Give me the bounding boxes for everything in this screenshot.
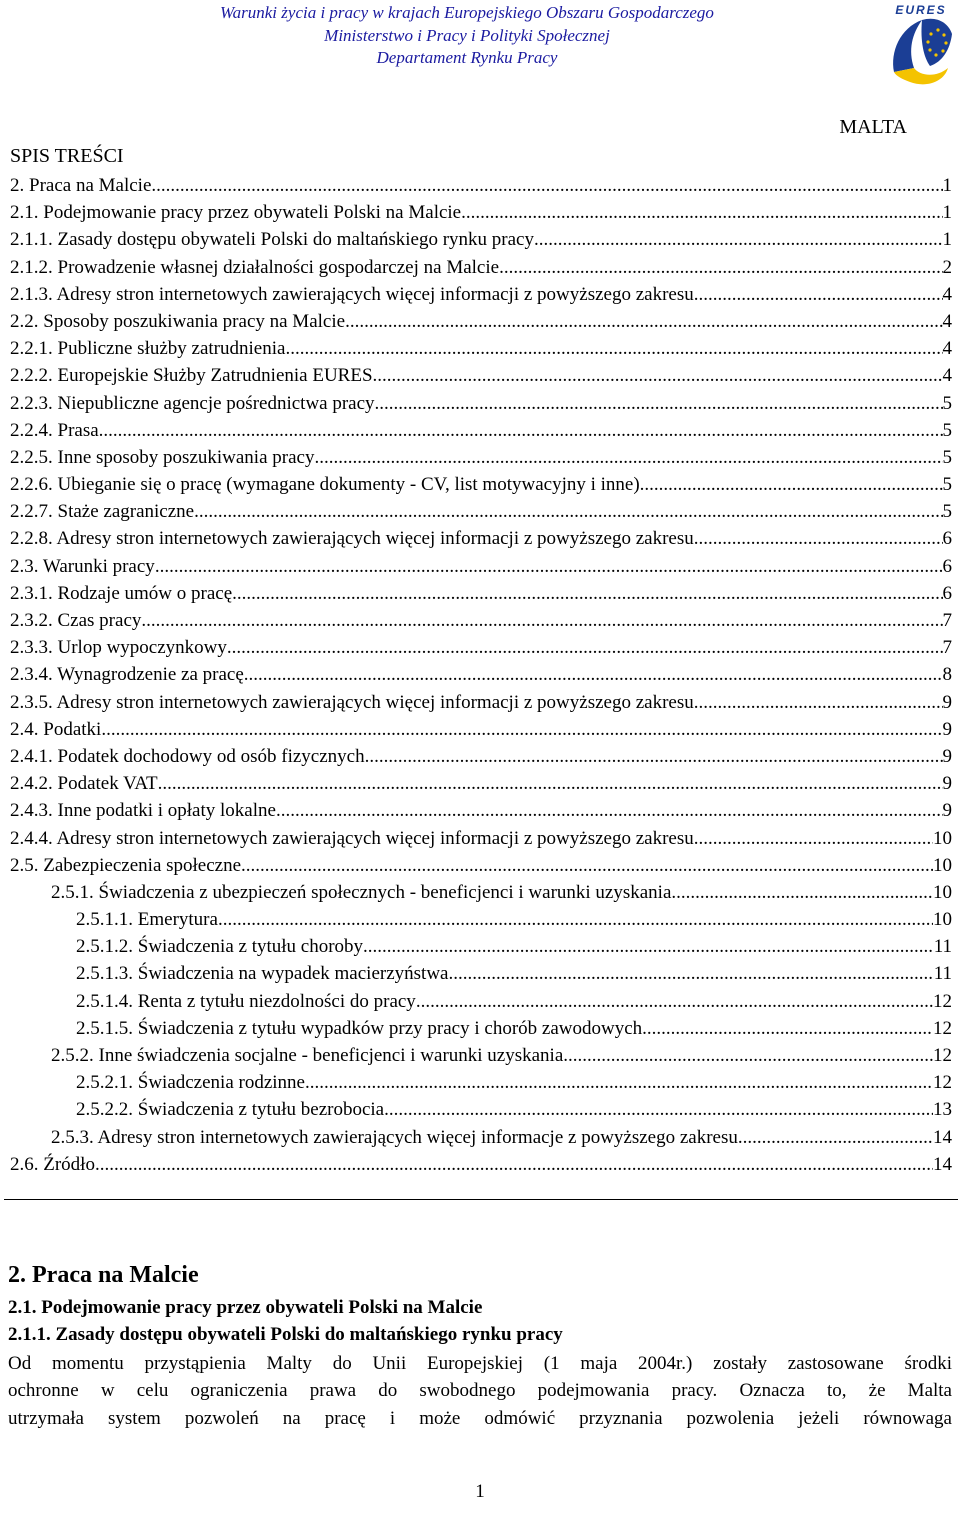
toc-entry[interactable]: [10, 825, 952, 852]
toc-entry-page: 9: [942, 718, 952, 740]
toc-entry-page: 4: [942, 365, 952, 387]
toc-entry-page: 10: [933, 909, 952, 931]
toc-leader-dots: [227, 634, 943, 661]
toc-entry-page: 8: [942, 664, 952, 686]
toc-entry-label: 2.3. Warunki pracy: [10, 555, 155, 577]
toc-leader-dots: [95, 1151, 933, 1178]
paragraph-line: utrzymała system pozwoleń na pracę i może odmówić przyznania pozwolenia jeżeli równowaga: [8, 1407, 952, 1429]
table-of-contents: [10, 172, 952, 1178]
toc-entry-label: 2.4. Podatki: [10, 718, 102, 740]
toc-entry-page: 4: [942, 283, 952, 305]
toc-entry-label: 2.2.5. Inne sposoby poszukiwania pracy: [10, 446, 315, 468]
toc-entry-page: 9: [942, 800, 952, 822]
toc-entry-page: 1: [942, 229, 952, 251]
toc-entry-label: 2.1.1. Zasady dostępu obywateli Polski do maltańskiego rynku pracy: [10, 229, 534, 251]
toc-entry-label: 2.3.2. Czas pracy: [10, 610, 142, 631]
toc-leader-dots: [101, 716, 942, 743]
toc-entry[interactable]: [10, 444, 952, 471]
toc-entry[interactable]: [10, 335, 952, 362]
toc-entry-page: 14: [933, 1126, 952, 1148]
toc-entry[interactable]: [10, 743, 952, 770]
toc-entry-page: 5: [942, 501, 952, 523]
toc-entry-label: 2.1.2. Prowadzenie własnej działalności gospodarczej na Malcie: [10, 256, 500, 278]
toc-entry[interactable]: [10, 417, 952, 444]
toc-entry[interactable]: [10, 553, 952, 580]
toc-entry-label: 2.2. Sposoby poszukiwania pracy na Malcie: [10, 310, 346, 332]
svg-text:EURES: EURES: [895, 3, 947, 17]
toc-entry-page: 10: [933, 827, 952, 849]
header-line-2: Ministerstwo i Pracy i Polityki Społecznej: [324, 25, 610, 45]
toc-leader-dots: [276, 797, 943, 824]
toc-entry-label: 2.4.4. Adresy stron internetowych zawierających więcej informacji z powyższego zakresu: [10, 827, 694, 849]
toc-entry-label: 2.5. Zabezpieczenia społeczne: [10, 854, 242, 876]
toc-leader-dots: [158, 770, 943, 797]
toc-entry-label: 2.2.1. Publiczne służby zatrudnienia: [10, 338, 286, 360]
toc-entry-label: 2.1. Podejmowanie pracy przez obywateli Polski na Malcie: [10, 202, 462, 224]
toc-entry[interactable]: [10, 634, 952, 661]
header-line-1: Warunki życia i pracy w krajach Europejskiego Obszaru Gospodarczego: [220, 3, 714, 22]
toc-entry-label: 2.2.3. Niepubliczne agencje pośrednictwa pracy: [10, 392, 375, 414]
toc-entry-label: 2.5.2. Inne świadczenia socjalne - beneficjenci i warunki uzyskania: [51, 1045, 564, 1066]
toc-entry[interactable]: [10, 879, 952, 906]
toc-leader-dots: [373, 362, 943, 389]
toc-entry-label: 2.3.5. Adresy stron internetowych zawierających więcej informacji z powyższego zakresu: [10, 691, 694, 713]
toc-entry-label: 2.5.2.1. Świadczenia rodzinne: [76, 1072, 305, 1094]
heading-level-3: 2.1.1. Zasady dostępu obywateli Polski do maltańskiego rynku pracy: [8, 1324, 563, 1345]
toc-leader-dots: [534, 226, 943, 253]
toc-title: SPIS TREŚCI: [10, 145, 124, 167]
toc-entry-label: 2.2.4. Prasa: [10, 419, 99, 441]
toc-leader-dots: [232, 580, 942, 607]
toc-entry-label: 2.5.1.5. Świadczenia z tytułu wypadków przy pracy i chorób zawodowych: [76, 1017, 643, 1039]
toc-entry-page: 5: [942, 392, 952, 414]
toc-entry[interactable]: [10, 607, 952, 634]
toc-entry-label: 2.5.1.1. Emerytura: [76, 909, 218, 931]
toc-entry[interactable]: [10, 1096, 952, 1123]
toc-entry[interactable]: [10, 797, 952, 824]
toc-entry-label: 2.5.1. Świadczenia z ubezpieczeń społecznych - beneficjenci i warunki uzyskania: [51, 881, 672, 903]
toc-leader-dots: [698, 525, 942, 552]
toc-leader-dots: [305, 1069, 933, 1096]
toc-leader-dots: [384, 1096, 933, 1123]
toc-entry[interactable]: [10, 1151, 952, 1178]
toc-entry-label: 2.6. Źródło: [10, 1153, 95, 1175]
toc-entry[interactable]: [10, 988, 952, 1015]
toc-entry-page: 1: [942, 175, 952, 196]
toc-entry-label: 2.5.1.3. Świadczenia na wypadek macierzyństwa: [76, 963, 449, 985]
toc-entry-label: 2.5.1.2. Świadczenia z tytułu choroby: [76, 936, 364, 958]
toc-entry-label: 2.4.1. Podatek dochodowy od osób fizycznych: [10, 745, 365, 767]
toc-entry-label: 2.2.7. Staże zagraniczne: [10, 501, 195, 523]
toc-entry-page: 14: [933, 1153, 952, 1175]
toc-entry-page: 9: [942, 773, 952, 795]
toc-leader-dots: [738, 1124, 933, 1151]
toc-entry-page: 5: [942, 419, 952, 441]
header-line-3: Departament Rynku Pracy: [376, 48, 558, 67]
toc-entry-page: 6: [942, 528, 952, 550]
toc-leader-dots: [241, 852, 933, 879]
toc-entry[interactable]: [10, 933, 952, 960]
toc-entry-page: 7: [942, 610, 952, 631]
toc-entry[interactable]: [10, 1069, 952, 1096]
toc-leader-dots: [285, 335, 942, 362]
toc-leader-dots: [563, 1042, 933, 1069]
toc-entry-page: 11: [933, 963, 952, 985]
toc-entry-label: 2.4.2. Podatek VAT: [10, 773, 158, 795]
toc-leader-dots: [244, 661, 943, 688]
toc-entry[interactable]: [10, 580, 952, 607]
toc-entry[interactable]: [10, 199, 952, 226]
toc-entry[interactable]: [10, 254, 952, 281]
toc-entry[interactable]: [10, 1015, 952, 1042]
toc-entry-page: 11: [933, 936, 952, 958]
toc-leader-dots: [694, 825, 933, 852]
toc-leader-dots: [671, 879, 933, 906]
toc-entry-page: 12: [933, 990, 952, 1012]
toc-entry[interactable]: [10, 770, 952, 797]
toc-entry[interactable]: [10, 1124, 952, 1151]
toc-entry-label: 2.2.2. Europejskie Służby Zatrudnienia EURES: [10, 365, 373, 387]
toc-entry-label: 2.1.3. Adresy stron internetowych zawierających więcej informacji z powyższego zakresu: [10, 283, 694, 305]
toc-entry-page: 9: [942, 745, 952, 767]
heading-level-2: 2.1. Podejmowanie pracy przez obywateli Polski na Malcie: [8, 1297, 483, 1318]
toc-entry-page: 4: [942, 310, 952, 332]
page-number: 1: [475, 1481, 485, 1502]
toc-entry-page: 12: [933, 1017, 952, 1039]
toc-entry-label: 2.3.4. Wynagrodzenie za pracę: [10, 664, 244, 686]
toc-leader-dots: [365, 743, 943, 770]
toc-entry-page: 4: [942, 338, 952, 360]
toc-leader-dots: [194, 498, 942, 525]
toc-entry-page: 12: [933, 1045, 952, 1066]
toc-entry[interactable]: [10, 390, 952, 417]
toc-entry[interactable]: [10, 661, 952, 688]
toc-leader-dots: [155, 553, 943, 580]
toc-entry-page: 6: [942, 555, 952, 577]
toc-entry-page: 9: [942, 691, 952, 713]
toc-leader-dots: [416, 988, 933, 1015]
toc-leader-dots: [642, 1015, 933, 1042]
toc-entry-label: 2.5.3. Adresy stron internetowych zawierających więcej informacje z powyższego zakresu: [51, 1126, 738, 1148]
toc-entry-page: 2: [942, 256, 952, 278]
toc-entry[interactable]: [10, 498, 952, 525]
country-title: MALTA: [839, 116, 907, 138]
toc-entry[interactable]: [10, 852, 952, 879]
toc-entry[interactable]: [10, 281, 952, 308]
toc-leader-dots: [694, 281, 943, 308]
toc-entry[interactable]: [10, 226, 952, 253]
toc-entry[interactable]: [10, 362, 952, 389]
toc-entry-label: 2.5.2.2. Świadczenia z tytułu bezrobocia: [76, 1099, 385, 1121]
toc-entry-label: 2.4.3. Inne podatki i opłaty lokalne: [10, 800, 276, 822]
toc-entry-label: 2. Praca na Malcie: [10, 175, 152, 196]
toc-entry[interactable]: [10, 525, 952, 552]
toc-leader-dots: [363, 933, 934, 960]
toc-entry[interactable]: [10, 906, 952, 933]
toc-entry[interactable]: [10, 172, 952, 199]
toc-entry-page: 1: [942, 202, 952, 224]
toc-leader-dots: [141, 607, 942, 634]
toc-entry-label: 2.2.6. Ubieganie się o pracę (wymagane dokumenty - CV, list motywacyjny i inne): [10, 474, 640, 496]
toc-entry[interactable]: [10, 308, 952, 335]
toc-entry-page: 13: [933, 1099, 952, 1121]
toc-entry[interactable]: [10, 716, 952, 743]
toc-entry[interactable]: [10, 960, 952, 987]
toc-entry-page: 7: [942, 637, 952, 659]
toc-entry-page: 10: [933, 881, 952, 903]
paragraph-line: ochronne w celu ograniczenia prawa do swobodnego podejmowania pracy. Oznacza to, że Malta: [8, 1380, 952, 1402]
eures-logo: [886, 2, 956, 88]
toc-leader-dots: [640, 471, 943, 498]
toc-entry-label: 2.2.8. Adresy stron internetowych zawierających więcej informacji z powyższego zakresu.: [10, 528, 699, 550]
heading-level-1: 2. Praca na Malcie: [8, 1262, 199, 1288]
toc-entry[interactable]: [10, 471, 952, 498]
body-paragraph: [8, 1350, 952, 1432]
toc-leader-dots: [448, 960, 933, 987]
toc-entry-page: 12: [933, 1072, 952, 1094]
paragraph-line: Od momentu przystąpienia Malty do Unii Europejskiej (1 maja 2004r.) zostały zastosowane środki: [8, 1353, 952, 1374]
toc-entry-label: 2.3.1. Rodzaje umów o pracę: [10, 582, 233, 604]
toc-leader-dots: [499, 254, 942, 281]
toc-leader-dots: [151, 172, 942, 199]
toc-entry-page: 5: [942, 474, 952, 496]
toc-leader-dots: [345, 308, 942, 335]
toc-entry[interactable]: [10, 689, 952, 716]
toc-entry-label: 2.5.1.4. Renta z tytułu niezdolności do pracy: [76, 990, 416, 1012]
document-header: [0, 2, 960, 70]
toc-entry-label: 2.3.3. Urlop wypoczynkowy: [10, 637, 227, 659]
toc-leader-dots: [694, 689, 943, 716]
toc-entry-page: 6: [942, 582, 952, 604]
section-divider: [4, 1199, 958, 1200]
toc-leader-dots: [218, 906, 933, 933]
toc-entry[interactable]: [10, 1042, 952, 1069]
toc-leader-dots: [461, 199, 942, 226]
toc-leader-dots: [314, 444, 942, 471]
toc-leader-dots: [99, 417, 943, 444]
toc-leader-dots: [375, 390, 943, 417]
toc-entry-page: 10: [933, 854, 952, 876]
toc-entry-page: 5: [942, 446, 952, 468]
